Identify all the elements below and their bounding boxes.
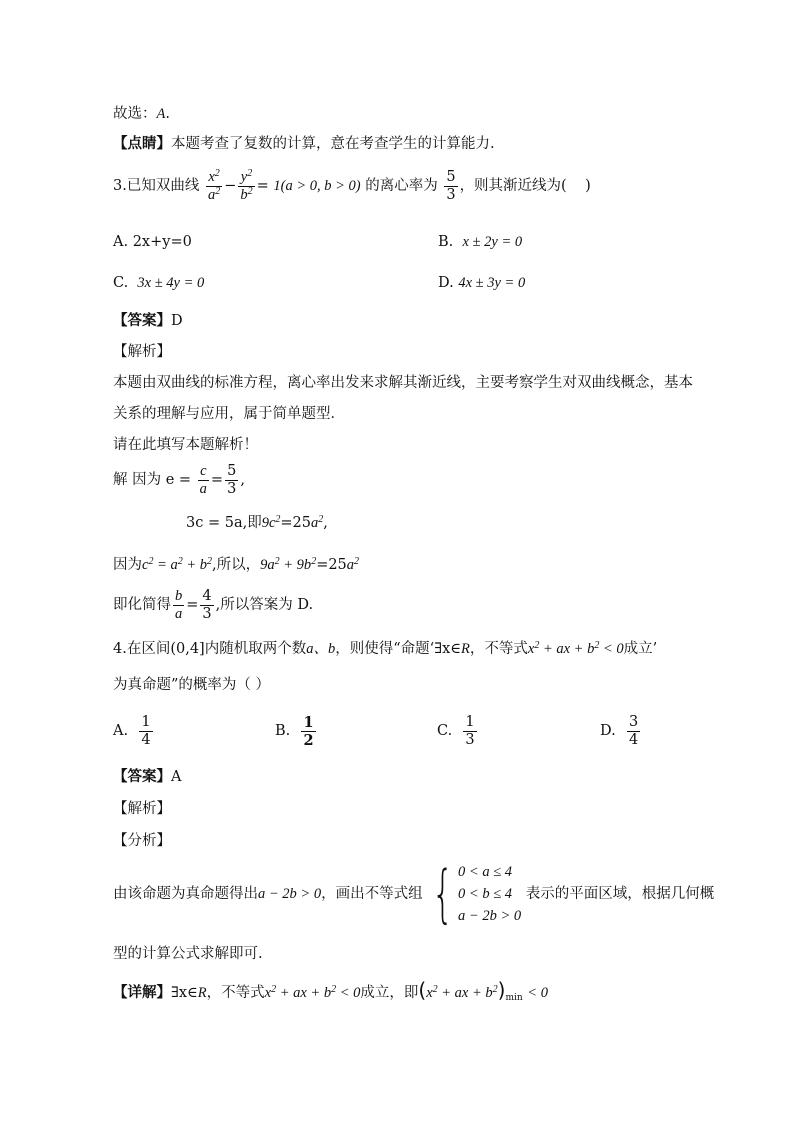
q4-fenxi-line1 bbox=[113, 859, 714, 929]
q4-option-b[interactable] bbox=[275, 711, 318, 751]
q3-option-a[interactable] bbox=[113, 232, 192, 252]
q3-sol-3: 3 bbox=[202, 605, 212, 622]
q4-analysis-tag: 【解析】 bbox=[113, 801, 171, 817]
q3-fraction-x: $\frac{x^2}{a^2}$ bbox=[207, 167, 221, 203]
q3-sol-frac-53 bbox=[225, 463, 238, 498]
q4-option-c-num: 1 bbox=[465, 713, 475, 730]
q4-fenxi-line2: 型的计算公式求解即可. bbox=[113, 946, 263, 962]
q3-sol-line4-prefix: 即化简得 bbox=[113, 597, 171, 613]
q3-solution-line4: 即化简得 $\frac{b}{a}$ = $\frac{4}{3}$ ,所以答案为 D. bbox=[113, 587, 314, 622]
q3-sol-den: 3 bbox=[227, 480, 237, 497]
q3-stem: 3.已知双曲线 $\frac{x^2}{a^2}$ − $\frac{y^2}{b^2}$ = 1(a > 0, b > 0) 的离心率为 $\frac{5}{3}$ ，则其渐近线为( ) bbox=[113, 167, 591, 203]
q4-interval: (0,4] bbox=[170, 641, 205, 657]
q3-sol-line3-prefix: 因为 bbox=[113, 557, 142, 573]
q3-answer-line bbox=[113, 311, 183, 331]
q3-solution-line3: 因为$c^2 = a^2 + b^2$,所以，$9a^2 + 9b^2=25a^2$ bbox=[113, 556, 360, 573]
q3-option-c[interactable] bbox=[113, 273, 204, 293]
q4-option-b-den: 2 bbox=[303, 731, 314, 749]
q4-option-a-frac bbox=[139, 714, 152, 749]
comment-text: 本题考查了复数的计算，意在考查学生的计算能力. bbox=[171, 136, 495, 152]
q4-vars: a、b bbox=[306, 641, 336, 657]
q4-detail-tag: 【详解】 bbox=[113, 984, 171, 1001]
q3-option-d-text: 4x ± 3y = 0 bbox=[458, 275, 526, 291]
q4-system-row: a − 2b > 0 bbox=[458, 908, 522, 924]
q4-fenxi-b: ，画出不等式组 bbox=[321, 886, 423, 902]
q3-stem-b: 的离心率为 bbox=[365, 178, 438, 194]
q4-answer-line bbox=[113, 767, 181, 787]
q3-sol-4: 4 bbox=[202, 587, 212, 604]
q4-detail-b: ，不等式 bbox=[206, 985, 265, 1001]
q3-stem-d: ) bbox=[585, 178, 591, 194]
q3-fraction-y: $\frac{y^2}{b^2}$ bbox=[240, 167, 253, 203]
q3-stem-a: 已知双曲线 bbox=[126, 178, 200, 194]
q4-number: 4. bbox=[113, 641, 127, 657]
q4-stem-line1: 4.在区间(0,4]内随机取两个数a、b，则使得“命题‘∃x∈R，不等式$x^2$ + ax + $b^2 < 0$成立’ bbox=[113, 640, 658, 657]
q3-number: 3. bbox=[113, 178, 127, 194]
choose-answer: A bbox=[156, 106, 166, 122]
choose-line: 故选：A. bbox=[113, 106, 170, 122]
q4-stem-c: ，则使得“命题‘∃x∈ bbox=[335, 641, 462, 657]
q4-stem-line2: 为真命题”的概率为（ ） bbox=[113, 677, 271, 693]
q3-sol-line2: 3c = 5a,即 bbox=[186, 515, 262, 531]
q3-analysis-line2: 关系的理解与应用，属于简单题型． bbox=[113, 406, 345, 422]
comment-line bbox=[113, 134, 495, 154]
q3-option-d-label: D. bbox=[438, 275, 454, 291]
q3-fill-prompt: 请在此填写本题解析！ bbox=[113, 437, 258, 453]
q4-option-c-frac bbox=[463, 714, 476, 749]
q3-sol-line4-suffix: ,所以答案为 D. bbox=[215, 597, 314, 613]
q3-sol-num: 5 bbox=[227, 462, 237, 479]
q3-option-b[interactable] bbox=[438, 232, 522, 252]
q4-answer: A bbox=[171, 769, 182, 785]
q3-sol-line3-mid: ,所以， bbox=[212, 557, 261, 573]
q3-option-a-text: 2x+y=0 bbox=[132, 234, 192, 250]
left-brace-icon: { bbox=[431, 857, 454, 930]
q4-option-d-den: 4 bbox=[628, 731, 639, 748]
q4-detail-c: 成立，即 bbox=[360, 985, 419, 1001]
q3-solution-line2: 3c = 5a,即$9c^2=25a^2$, bbox=[186, 514, 328, 531]
q4-fenxi-tag: 【分析】 bbox=[113, 833, 171, 849]
q4-option-c-label: C. bbox=[437, 723, 453, 739]
q3-sol-frac-43 bbox=[200, 588, 213, 623]
q3-ecc-fraction bbox=[444, 169, 457, 204]
q3-answer: D bbox=[171, 313, 183, 329]
q3-sol-a: a bbox=[199, 480, 207, 497]
q4-fenxi-a: 由该命题为真命题得出 bbox=[113, 886, 258, 902]
q3-sol-e: e = bbox=[165, 472, 192, 488]
q3-option-a-label: A. bbox=[113, 234, 129, 250]
q3-sol-c: c bbox=[200, 462, 207, 479]
q4-answer-tag: 【答案】 bbox=[113, 768, 171, 785]
q3-sol-prefix: 解 因为 bbox=[113, 472, 162, 488]
q4-option-d-label: D. bbox=[600, 723, 616, 739]
q3-sol-a2: a bbox=[175, 605, 183, 622]
q4-option-a-den: 4 bbox=[141, 731, 151, 748]
q3-ecc-num: 5 bbox=[446, 168, 456, 185]
q3-sol-frac-ca bbox=[198, 463, 209, 498]
q4-option-a[interactable] bbox=[113, 711, 155, 751]
q4-option-c-den: 3 bbox=[465, 731, 475, 748]
q4-detail-a: ∃x∈ bbox=[171, 985, 198, 1001]
q3-sol-b: b bbox=[175, 587, 183, 604]
q3-condition: 1(a > 0, b > 0) bbox=[273, 178, 361, 194]
q3-option-c-text: 3x ± 4y = 0 bbox=[137, 275, 205, 291]
q4-option-d[interactable] bbox=[600, 711, 642, 751]
q3-solution-line1: 解 因为 e = $\frac{c}{a}$ = $\frac{5}{3}$ , bbox=[113, 462, 245, 497]
q3-answer-tag: 【答案】 bbox=[113, 312, 171, 329]
q4-option-a-label: A. bbox=[113, 723, 129, 739]
q4-stem-b: 内随机取两个数 bbox=[204, 641, 307, 657]
q4-stem-d: ，不等式 bbox=[469, 641, 528, 657]
q3-analysis-line1: 本题由双曲线的标准方程，离心率出发来求解其渐近线，主要考察学生对双曲线概念，基本 bbox=[113, 375, 693, 391]
q4-detail-min: min bbox=[505, 993, 523, 1003]
q3-option-b-text: x ± 2y = 0 bbox=[462, 234, 523, 250]
q4-fenxi-c: 表示的平面区域，根据几何概 bbox=[521, 886, 715, 902]
q4-system-row: 0 < b ≤ 4 bbox=[458, 886, 513, 902]
q3-option-b-label: B. bbox=[438, 234, 454, 250]
q3-option-d[interactable] bbox=[438, 273, 525, 293]
q3-ecc-den: 3 bbox=[446, 186, 456, 203]
q3-stem-c: ，则其渐近线为( bbox=[459, 178, 567, 194]
q4-stem-e: 成立’ bbox=[623, 641, 658, 657]
q4-system-row: 0 < a ≤ 4 bbox=[458, 864, 513, 880]
q4-detail-end: < 0 bbox=[527, 985, 548, 1001]
q4-option-d-num: 3 bbox=[628, 713, 639, 730]
q3-sol-line2b: =25 bbox=[280, 515, 311, 531]
q4-option-b-frac bbox=[301, 714, 315, 749]
choose-prefix: 故选： bbox=[113, 106, 157, 122]
q4-option-b-label: B. bbox=[275, 723, 291, 739]
q3-analysis-tag: 【解析】 bbox=[113, 344, 171, 360]
q3-sol-line3-end: =25 bbox=[316, 557, 347, 573]
q4-stem-a: 在区间 bbox=[126, 641, 171, 657]
q4-option-a-num: 1 bbox=[141, 713, 151, 730]
q4-option-c[interactable] bbox=[437, 711, 479, 751]
q4-fenxi-ineq: a − 2b > 0 bbox=[258, 886, 322, 902]
comment-tag: 【点睛】 bbox=[113, 135, 171, 152]
q4-option-b-num: 1 bbox=[303, 713, 314, 731]
q4-inequality-system bbox=[458, 861, 521, 927]
q4-detail-line: 【详解】∃x∈R，不等式$x^2$ + ax + $b^2 < 0$成立，即($x^2$ + ax + $b^2)_{min} < 0$ bbox=[113, 978, 548, 1003]
q3-sol-frac-ba bbox=[173, 588, 184, 623]
q3-option-c-label: C. bbox=[113, 275, 129, 291]
q4-set-r: R bbox=[461, 641, 470, 657]
q4-option-d-frac bbox=[627, 714, 640, 749]
